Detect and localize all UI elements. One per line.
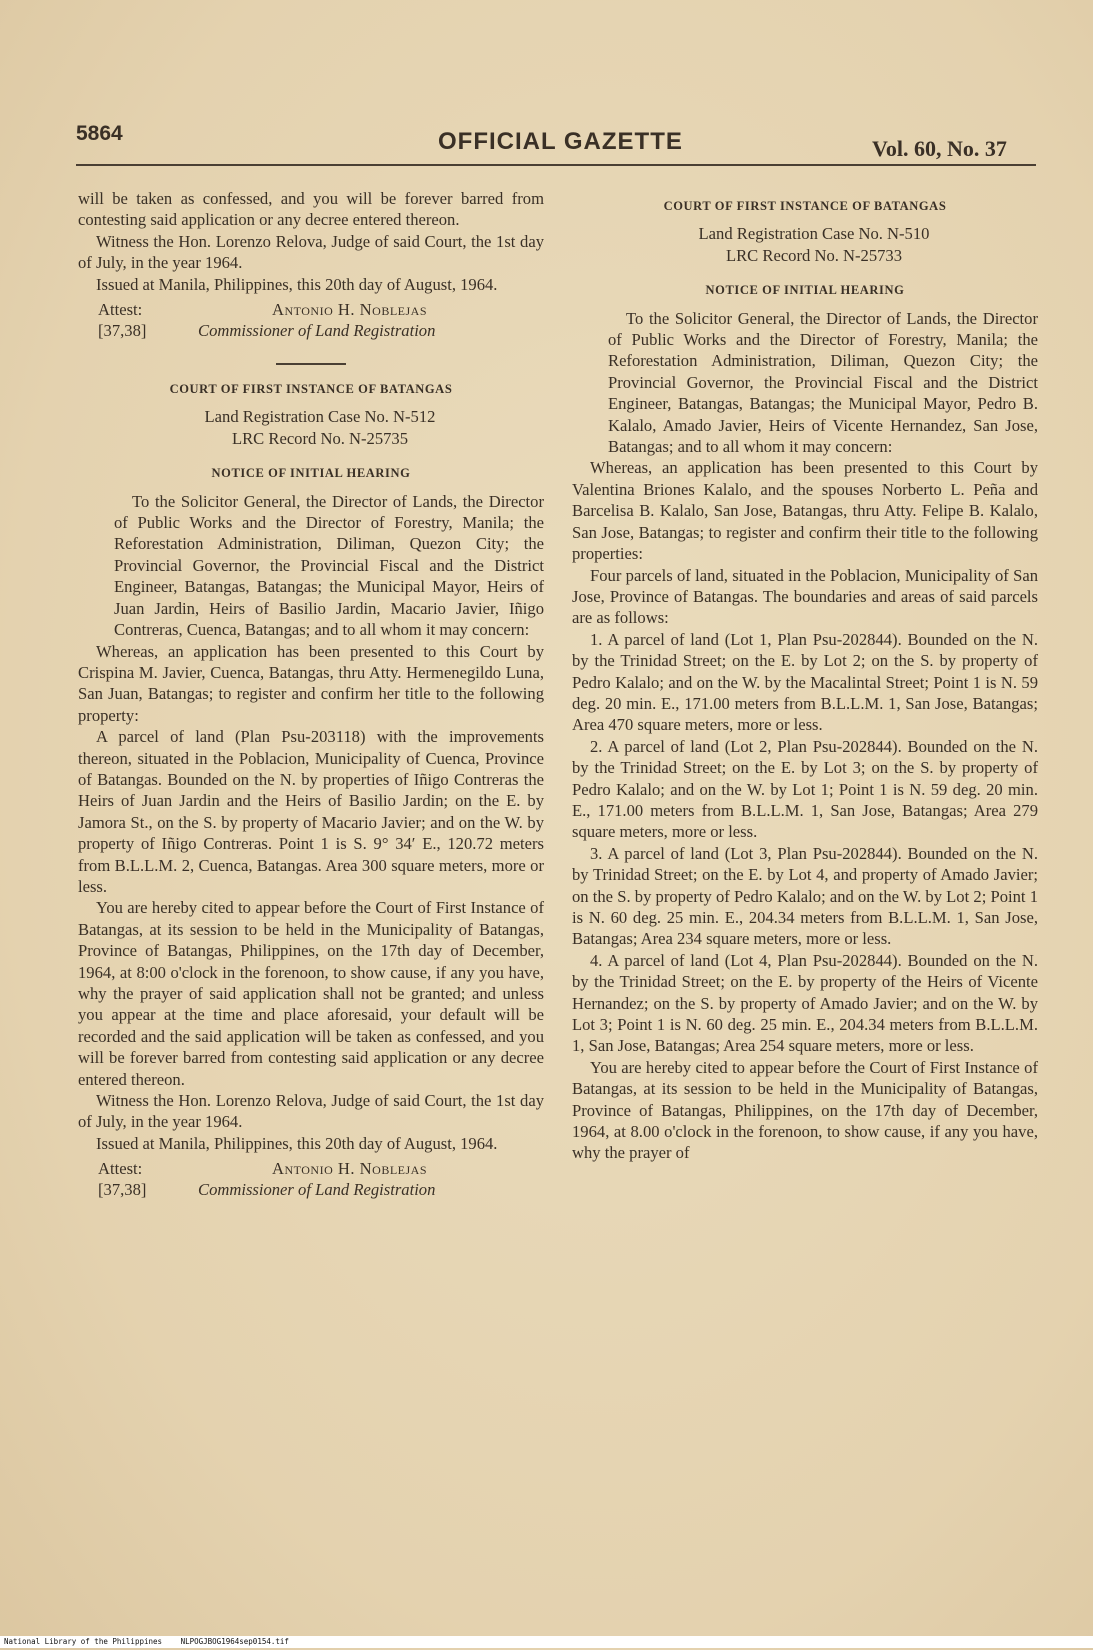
scan-footer	[0, 1636, 1093, 1648]
attestation-block	[78, 299, 544, 345]
right-column	[572, 196, 1038, 1164]
notice-heading: NOTICE OF INITIAL HEARING	[705, 283, 905, 298]
publication-title: OFFICIAL GAZETTE	[438, 128, 683, 155]
attest-name: Antonio H. Noblejas	[272, 300, 428, 320]
attestation-block	[78, 1158, 544, 1204]
record-number: LRC Record No. N-25735	[231, 428, 409, 448]
witness-paragraph: Witness the Hon. Lorenzo Relova, Judge of said Court, the 1st day of July, in the year 1964.	[78, 231, 544, 273]
issued-paragraph: Issued at Manila, Philippines, this 20th day of August, 1964.	[96, 274, 498, 294]
parcels-intro: Four parcels of land, situated in the Poblacion, Municipality of San Jose, Province of Batangas. The boundaries and areas of said parcels are as follows:	[572, 565, 1038, 628]
header-rule	[76, 164, 1036, 166]
left-column	[78, 188, 544, 1204]
cited-paragraph: You are hereby cited to appear before the Court of First Instance of Batangas, at its session to be held in the Municipality of Batangas, Province of Batangas, Philippines, on the 17th day of December, 1964, at 8:00 o'clock in the forenoon, to show cause, if any you have, why the prayer of said application shall not be granted; and unless you appear at the time and place aforesaid, your default will be recorded and the said application will be taken as confessed, and you will be forever barred from contesting said application or any decree entered thereon.	[78, 898, 544, 1089]
record-number: LRC Record No. N-25733	[725, 245, 903, 265]
attest-label: Attest:	[98, 300, 143, 320]
lot-2-paragraph: 2. A parcel of land (Lot 2, Plan Psu-202844). Bounded on the N. by the Trinidad Street; on the E. by Lot 3; on the S. by property of Pedro Kalalo; and on the W. by Lot 1; Point 1 is N. 59 deg. 20 min. E., 171.00 meters from B.L.L.M. 1, San Jose, Batangas; Area 279 square meters, more or less.	[572, 736, 1038, 842]
file-name: NLPOGJBOG1964sep0154.tif	[180, 1637, 289, 1646]
court-heading: COURT OF FIRST INSTANCE OF BATANGAS	[663, 199, 947, 213]
volume-number: Vol. 60, No. 37	[872, 136, 1007, 161]
cited-paragraph: You are hereby cited to appear before the Court of First Instance of Batangas, at its session to be held in the Municipality of Batangas, Province of Batangas, Philippines, on the 17th day of December, 1964, at 8.00 o'clock in the forenoon, to show cause, if any you have, why the prayer of	[572, 1057, 1038, 1163]
case-number: Land Registration Case No. N-510	[698, 224, 930, 244]
page-number: 5864	[76, 122, 123, 145]
parcel-paragraph: A parcel of land (Plan Psu-203118) with the improvements thereon, situated in the Poblacion, Municipality of Cuenca, Province of Batangas. Bounded on the N. by properties of Iñigo Contreras the Heirs of Juan Jardin and the Heirs of Basilio Jardin; on the E. by Jamora St., on the S. by property of Macario Javier; and on the W. by property of Iñigo Contreras. Point 1 is S. 9° 34′ E., 120.72 meters from B.L.L.M. 2, Cuenca, Batangas. Area 300 square meters, more or less.	[78, 727, 544, 896]
address-paragraph: To the Solicitor General, the Director of Lands, the Director of Public Works and the Director of Forestry, Manila; the Reforestation Administration, Diliman, Quezon City; the Provincial Governor, the Provincial Fiscal and the District Engineer, Batangas, Batangas; the Municipal Mayor, Pedro B. Kalalo, Amado Javier, Heirs of Vicente Hernandez, San Jose, Batangas; and to all whom it may concern:	[608, 308, 1038, 457]
notice-heading: NOTICE OF INITIAL HEARING	[211, 466, 411, 481]
lot-3-paragraph: 3. A parcel of land (Lot 3, Plan Psu-202844). Bounded on the N. by Trinidad Street; on the E. by Lot 4, and property of Amado Javier; on the S. by property of Pedro Kalalo; and on the W. by Lot 2; Point 1 is N. 60 deg. 25 min. E., 204.34 meters from B.L.L.M. 1, San Jose, Batangas; Area 234 square meters, more or less.	[572, 843, 1038, 949]
issued-paragraph: Issued at Manila, Philippines, this 20th day of August, 1964.	[96, 1133, 498, 1153]
attest-reference: [37,38]	[98, 321, 147, 341]
case-number: Land Registration Case No. N-512	[204, 407, 436, 427]
continuation-text: will be taken as confessed, and you will be forever barred from contesting said application or any decree entered thereon.	[78, 189, 544, 230]
witness-paragraph: Witness the Hon. Lorenzo Relova, Judge of said Court, the 1st day of July, in the year 1964.	[78, 1091, 544, 1132]
attest-name: Antonio H. Noblejas	[272, 1159, 428, 1179]
whereas-paragraph: Whereas, an application has been presented to this Court by Valentina Briones Kalalo, and the spouses Norberto L. Peña and Barcelisa B. Kalalo, San Jose, Batangas, thru Atty. Felipe B. Kalalo, San Jose, Batangas; to register and confirm their title to the following properties:	[572, 458, 1038, 564]
lot-1-paragraph: 1. A parcel of land (Lot 1, Plan Psu-202844). Bounded on the N. by the Trinidad Street; on the E. by Lot 2; on the S. by property of Pedro Kalalo; and on the W. by the Macalintal Street; Point 1 is N. 59 deg. 20 min. E., 171.00 meters from B.L.L.M. 1, San Jose, Batangas; Area 470 square meters, more or less.	[572, 629, 1038, 735]
section-divider	[276, 363, 346, 365]
lot-4-paragraph: 4. A parcel of land (Lot 4, Plan Psu-202844). Bounded on the N. by the Trinidad Street; on the E. by property of the Heirs of Vicente Hernandez; on the S. by property of Amado Javier; and on the W. by Lot 3; Point 1 is N. 60 deg. 25 min. E., 204.34 meters from B.L.L.M. 1, San Jose, Batangas; Area 254 square meters, more or less.	[572, 950, 1038, 1056]
library-credit: National Library of the Philippines	[4, 1637, 163, 1646]
address-paragraph: To the Solicitor General, the Director of Lands, the Director of Public Works and the Director of Forestry, Manila; the Reforestation Administration, Diliman, Quezon City; the Provincial Governor, the Provincial Fiscal and the District Engineer, Batangas, Batangas; the Municipal Mayor, Heirs of Juan Jardin, Heirs of Basilio Jardin, Macario Javier, Iñigo Contreras, Cuenca, Batangas; and to all whom it may concern:	[114, 491, 544, 640]
court-heading: COURT OF FIRST INSTANCE OF BATANGAS	[169, 382, 453, 397]
attest-title: Commissioner of Land Registration	[198, 321, 436, 341]
attest-reference: [37,38]	[98, 1180, 147, 1200]
whereas-paragraph: Whereas, an application has been presented to this Court by Crispina M. Javier, Cuenca, Batangas, thru Atty. Hermenegildo Luna, San Juan, Batangas; to register and confirm her title to the following property:	[78, 641, 544, 725]
attest-label: Attest:	[98, 1159, 143, 1179]
attest-title: Commissioner of Land Registration	[198, 1180, 436, 1200]
